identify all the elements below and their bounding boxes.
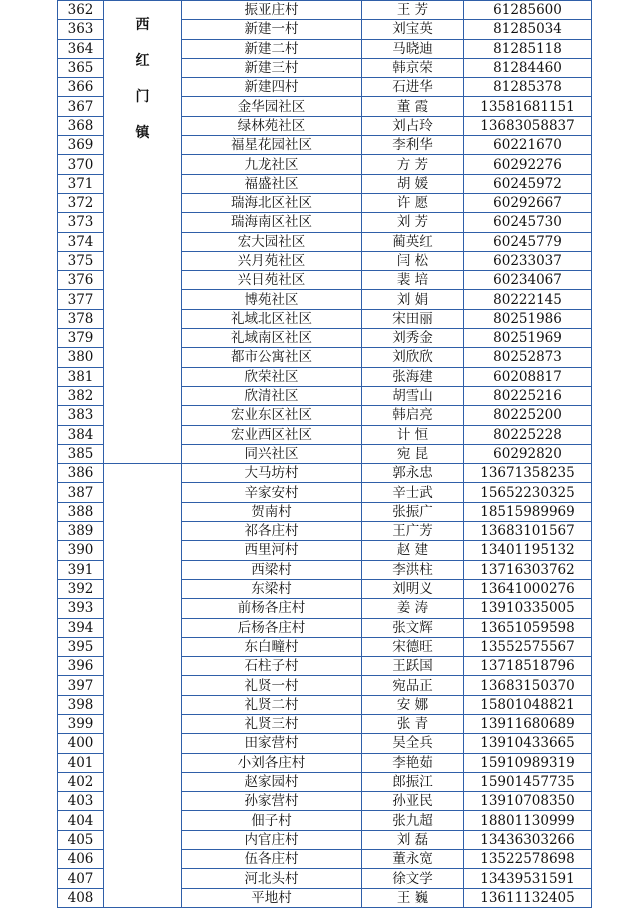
village-name: 瑞海北区社区 [182, 193, 362, 212]
village-name: 宏业东区社区 [182, 406, 362, 425]
contact-person: 刘 磊 [362, 830, 464, 849]
row-number: 376 [58, 271, 104, 290]
phone-number: 60221670 [464, 136, 592, 155]
row-number: 390 [58, 541, 104, 560]
row-number: 373 [58, 213, 104, 232]
contact-person: 宋德旺 [362, 637, 464, 656]
row-number: 367 [58, 97, 104, 116]
phone-number: 60234067 [464, 271, 592, 290]
village-name: 新建三村 [182, 58, 362, 77]
contact-person: 宛 昆 [362, 444, 464, 463]
contact-person: 王 巍 [362, 888, 464, 907]
village-name: 大马坊村 [182, 464, 362, 483]
row-number: 382 [58, 386, 104, 405]
row-number: 402 [58, 772, 104, 791]
contact-person: 王广芳 [362, 522, 464, 541]
phone-number: 13683101567 [464, 522, 592, 541]
phone-number: 13910433665 [464, 734, 592, 753]
village-name: 欣清社区 [182, 386, 362, 405]
phone-number: 13671358235 [464, 464, 592, 483]
village-name: 礼域南区社区 [182, 329, 362, 348]
row-number: 397 [58, 676, 104, 695]
row-number: 386 [58, 464, 104, 483]
contact-person: 张振广 [362, 502, 464, 521]
village-name: 绿林苑社区 [182, 116, 362, 135]
contact-person: 刘占玲 [362, 116, 464, 135]
village-name: 贺南村 [182, 502, 362, 521]
row-number: 381 [58, 367, 104, 386]
village-name: 石柱子村 [182, 657, 362, 676]
row-number: 371 [58, 174, 104, 193]
contact-person: 裴 培 [362, 271, 464, 290]
contact-person: 张文辉 [362, 618, 464, 637]
village-name: 福星花园社区 [182, 136, 362, 155]
phone-number: 13911680689 [464, 714, 592, 733]
contact-person: 马晓迪 [362, 39, 464, 58]
row-number: 384 [58, 425, 104, 444]
phone-number: 60245972 [464, 174, 592, 193]
phone-number: 80225228 [464, 425, 592, 444]
contact-person: 张海建 [362, 367, 464, 386]
row-number: 406 [58, 850, 104, 869]
contact-person: 李艳茹 [362, 753, 464, 772]
contact-person: 刘宝英 [362, 20, 464, 39]
contact-person: 石进华 [362, 78, 464, 97]
phone-number: 13910708350 [464, 792, 592, 811]
contact-person: 吴全兵 [362, 734, 464, 753]
town-name-char: 红 [135, 53, 150, 69]
row-number: 408 [58, 888, 104, 907]
phone-number: 13552575567 [464, 637, 592, 656]
phone-number: 60245730 [464, 213, 592, 232]
town-name-char: 西 [135, 17, 150, 33]
contact-table-sheet [57, 0, 591, 908]
phone-number: 60208817 [464, 367, 592, 386]
row-number: 372 [58, 193, 104, 212]
contact-person: 姜 涛 [362, 599, 464, 618]
contact-person: 赵 建 [362, 541, 464, 560]
phone-number: 13718518796 [464, 657, 592, 676]
phone-number: 80251969 [464, 329, 592, 348]
village-name: 辛家安村 [182, 483, 362, 502]
phone-number: 60292820 [464, 444, 592, 463]
row-number: 394 [58, 618, 104, 637]
village-name: 欣荣社区 [182, 367, 362, 386]
row-number: 363 [58, 20, 104, 39]
town-name-char: 镇 [135, 125, 150, 141]
phone-number: 80225216 [464, 386, 592, 405]
contact-person: 闫 松 [362, 251, 464, 270]
contact-person: 宋田丽 [362, 309, 464, 328]
village-name: 礼贤三村 [182, 714, 362, 733]
phone-number: 81285378 [464, 78, 592, 97]
phone-number: 81284460 [464, 58, 592, 77]
row-number: 375 [58, 251, 104, 270]
row-number: 362 [58, 1, 104, 20]
phone-number: 18515989969 [464, 502, 592, 521]
village-name: 东梁村 [182, 579, 362, 598]
village-name: 西里河村 [182, 541, 362, 560]
village-name: 博苑社区 [182, 290, 362, 309]
village-name: 礼贤二村 [182, 695, 362, 714]
contact-person: 韩京荣 [362, 58, 464, 77]
phone-number: 80225200 [464, 406, 592, 425]
phone-number: 13683150370 [464, 676, 592, 695]
row-number: 401 [58, 753, 104, 772]
contact-person: 张九超 [362, 811, 464, 830]
village-name: 新建四村 [182, 78, 362, 97]
village-name: 前杨各庄村 [182, 599, 362, 618]
row-number: 370 [58, 155, 104, 174]
phone-number: 13439531591 [464, 869, 592, 888]
phone-number: 13683058837 [464, 116, 592, 135]
row-number: 388 [58, 502, 104, 521]
phone-number: 18801130999 [464, 811, 592, 830]
row-number: 407 [58, 869, 104, 888]
contact-person: 宛品正 [362, 676, 464, 695]
town-cell [104, 464, 182, 908]
village-name: 平地村 [182, 888, 362, 907]
contact-person: 王跃国 [362, 657, 464, 676]
phone-number: 81285034 [464, 20, 592, 39]
phone-number: 60245779 [464, 232, 592, 251]
phone-number: 13581681151 [464, 97, 592, 116]
village-name: 礼贤一村 [182, 676, 362, 695]
row-number: 378 [58, 309, 104, 328]
contact-person: 孙亚民 [362, 792, 464, 811]
contact-person: 刘欣欣 [362, 348, 464, 367]
village-name: 内官庄村 [182, 830, 362, 849]
contact-person: 刘秀金 [362, 329, 464, 348]
phone-number: 80222145 [464, 290, 592, 309]
village-name: 礼域北区社区 [182, 309, 362, 328]
row-number: 399 [58, 714, 104, 733]
table-body [58, 1, 592, 908]
village-name: 西梁村 [182, 560, 362, 579]
village-name: 东白疃村 [182, 637, 362, 656]
village-name: 新建二村 [182, 39, 362, 58]
village-name: 祁各庄村 [182, 522, 362, 541]
village-name: 瑞海南区社区 [182, 213, 362, 232]
town-cell [104, 1, 182, 464]
row-number: 385 [58, 444, 104, 463]
contact-person: 李利华 [362, 136, 464, 155]
contact-person: 董永宽 [362, 850, 464, 869]
phone-number: 15652230325 [464, 483, 592, 502]
contact-person: 郎振江 [362, 772, 464, 791]
row-number: 403 [58, 792, 104, 811]
contact-person: 方 芳 [362, 155, 464, 174]
contact-person: 蔺英红 [362, 232, 464, 251]
phone-number: 60292667 [464, 193, 592, 212]
row-number: 364 [58, 39, 104, 58]
village-name: 金华园社区 [182, 97, 362, 116]
phone-number: 60292276 [464, 155, 592, 174]
phone-number: 15901457735 [464, 772, 592, 791]
phone-number: 15910989319 [464, 753, 592, 772]
table-row [58, 464, 592, 483]
village-name: 新建一村 [182, 20, 362, 39]
row-number: 387 [58, 483, 104, 502]
phone-number: 61285600 [464, 1, 592, 20]
row-number: 379 [58, 329, 104, 348]
town-name-char: 门 [135, 89, 150, 105]
contact-person: 韩启亮 [362, 406, 464, 425]
contact-person: 安 娜 [362, 695, 464, 714]
village-name: 佃子村 [182, 811, 362, 830]
village-name: 福盛社区 [182, 174, 362, 193]
row-number: 380 [58, 348, 104, 367]
village-name: 伍各庄村 [182, 850, 362, 869]
table-row [58, 1, 592, 20]
village-name: 同兴社区 [182, 444, 362, 463]
village-name: 小刘各庄村 [182, 753, 362, 772]
row-number: 389 [58, 522, 104, 541]
village-name: 田家营村 [182, 734, 362, 753]
contact-person: 胡雪山 [362, 386, 464, 405]
contact-person: 刘 芳 [362, 213, 464, 232]
village-name: 后杨各庄村 [182, 618, 362, 637]
contact-person: 李洪柱 [362, 560, 464, 579]
phone-number: 13716303762 [464, 560, 592, 579]
phone-number: 81285118 [464, 39, 592, 58]
village-name: 孙家营村 [182, 792, 362, 811]
row-number: 368 [58, 116, 104, 135]
phone-number: 13641000276 [464, 579, 592, 598]
village-name: 宏业西区社区 [182, 425, 362, 444]
phone-number: 13611132405 [464, 888, 592, 907]
contact-person: 徐文学 [362, 869, 464, 888]
village-name: 都市公寓社区 [182, 348, 362, 367]
contact-person: 刘明义 [362, 579, 464, 598]
row-number: 400 [58, 734, 104, 753]
phone-number: 60233037 [464, 251, 592, 270]
phone-number: 13910335005 [464, 599, 592, 618]
row-number: 365 [58, 58, 104, 77]
row-number: 395 [58, 637, 104, 656]
village-name: 振亚庄村 [182, 1, 362, 20]
village-name: 宏大园社区 [182, 232, 362, 251]
phone-number: 15801048821 [464, 695, 592, 714]
row-number: 392 [58, 579, 104, 598]
contact-person: 董 霞 [362, 97, 464, 116]
contact-person: 计 恒 [362, 425, 464, 444]
row-number: 374 [58, 232, 104, 251]
row-number: 391 [58, 560, 104, 579]
village-name: 河北头村 [182, 869, 362, 888]
phone-number: 13522578698 [464, 850, 592, 869]
contact-person: 张 青 [362, 714, 464, 733]
contact-person: 胡 媛 [362, 174, 464, 193]
phone-number: 13436303266 [464, 830, 592, 849]
village-name: 九龙社区 [182, 155, 362, 174]
contact-person: 辛士武 [362, 483, 464, 502]
contact-person: 许 愿 [362, 193, 464, 212]
village-contact-table [57, 0, 592, 908]
row-number: 404 [58, 811, 104, 830]
row-number: 383 [58, 406, 104, 425]
village-name: 赵家园村 [182, 772, 362, 791]
phone-number: 13651059598 [464, 618, 592, 637]
contact-person: 郭永忠 [362, 464, 464, 483]
phone-number: 13401195132 [464, 541, 592, 560]
row-number: 369 [58, 136, 104, 155]
row-number: 405 [58, 830, 104, 849]
row-number: 396 [58, 657, 104, 676]
row-number: 398 [58, 695, 104, 714]
village-name: 兴日苑社区 [182, 271, 362, 290]
row-number: 377 [58, 290, 104, 309]
row-number: 366 [58, 78, 104, 97]
row-number: 393 [58, 599, 104, 618]
contact-person: 王 芳 [362, 1, 464, 20]
phone-number: 80252873 [464, 348, 592, 367]
contact-person: 刘 娟 [362, 290, 464, 309]
phone-number: 80251986 [464, 309, 592, 328]
village-name: 兴月苑社区 [182, 251, 362, 270]
